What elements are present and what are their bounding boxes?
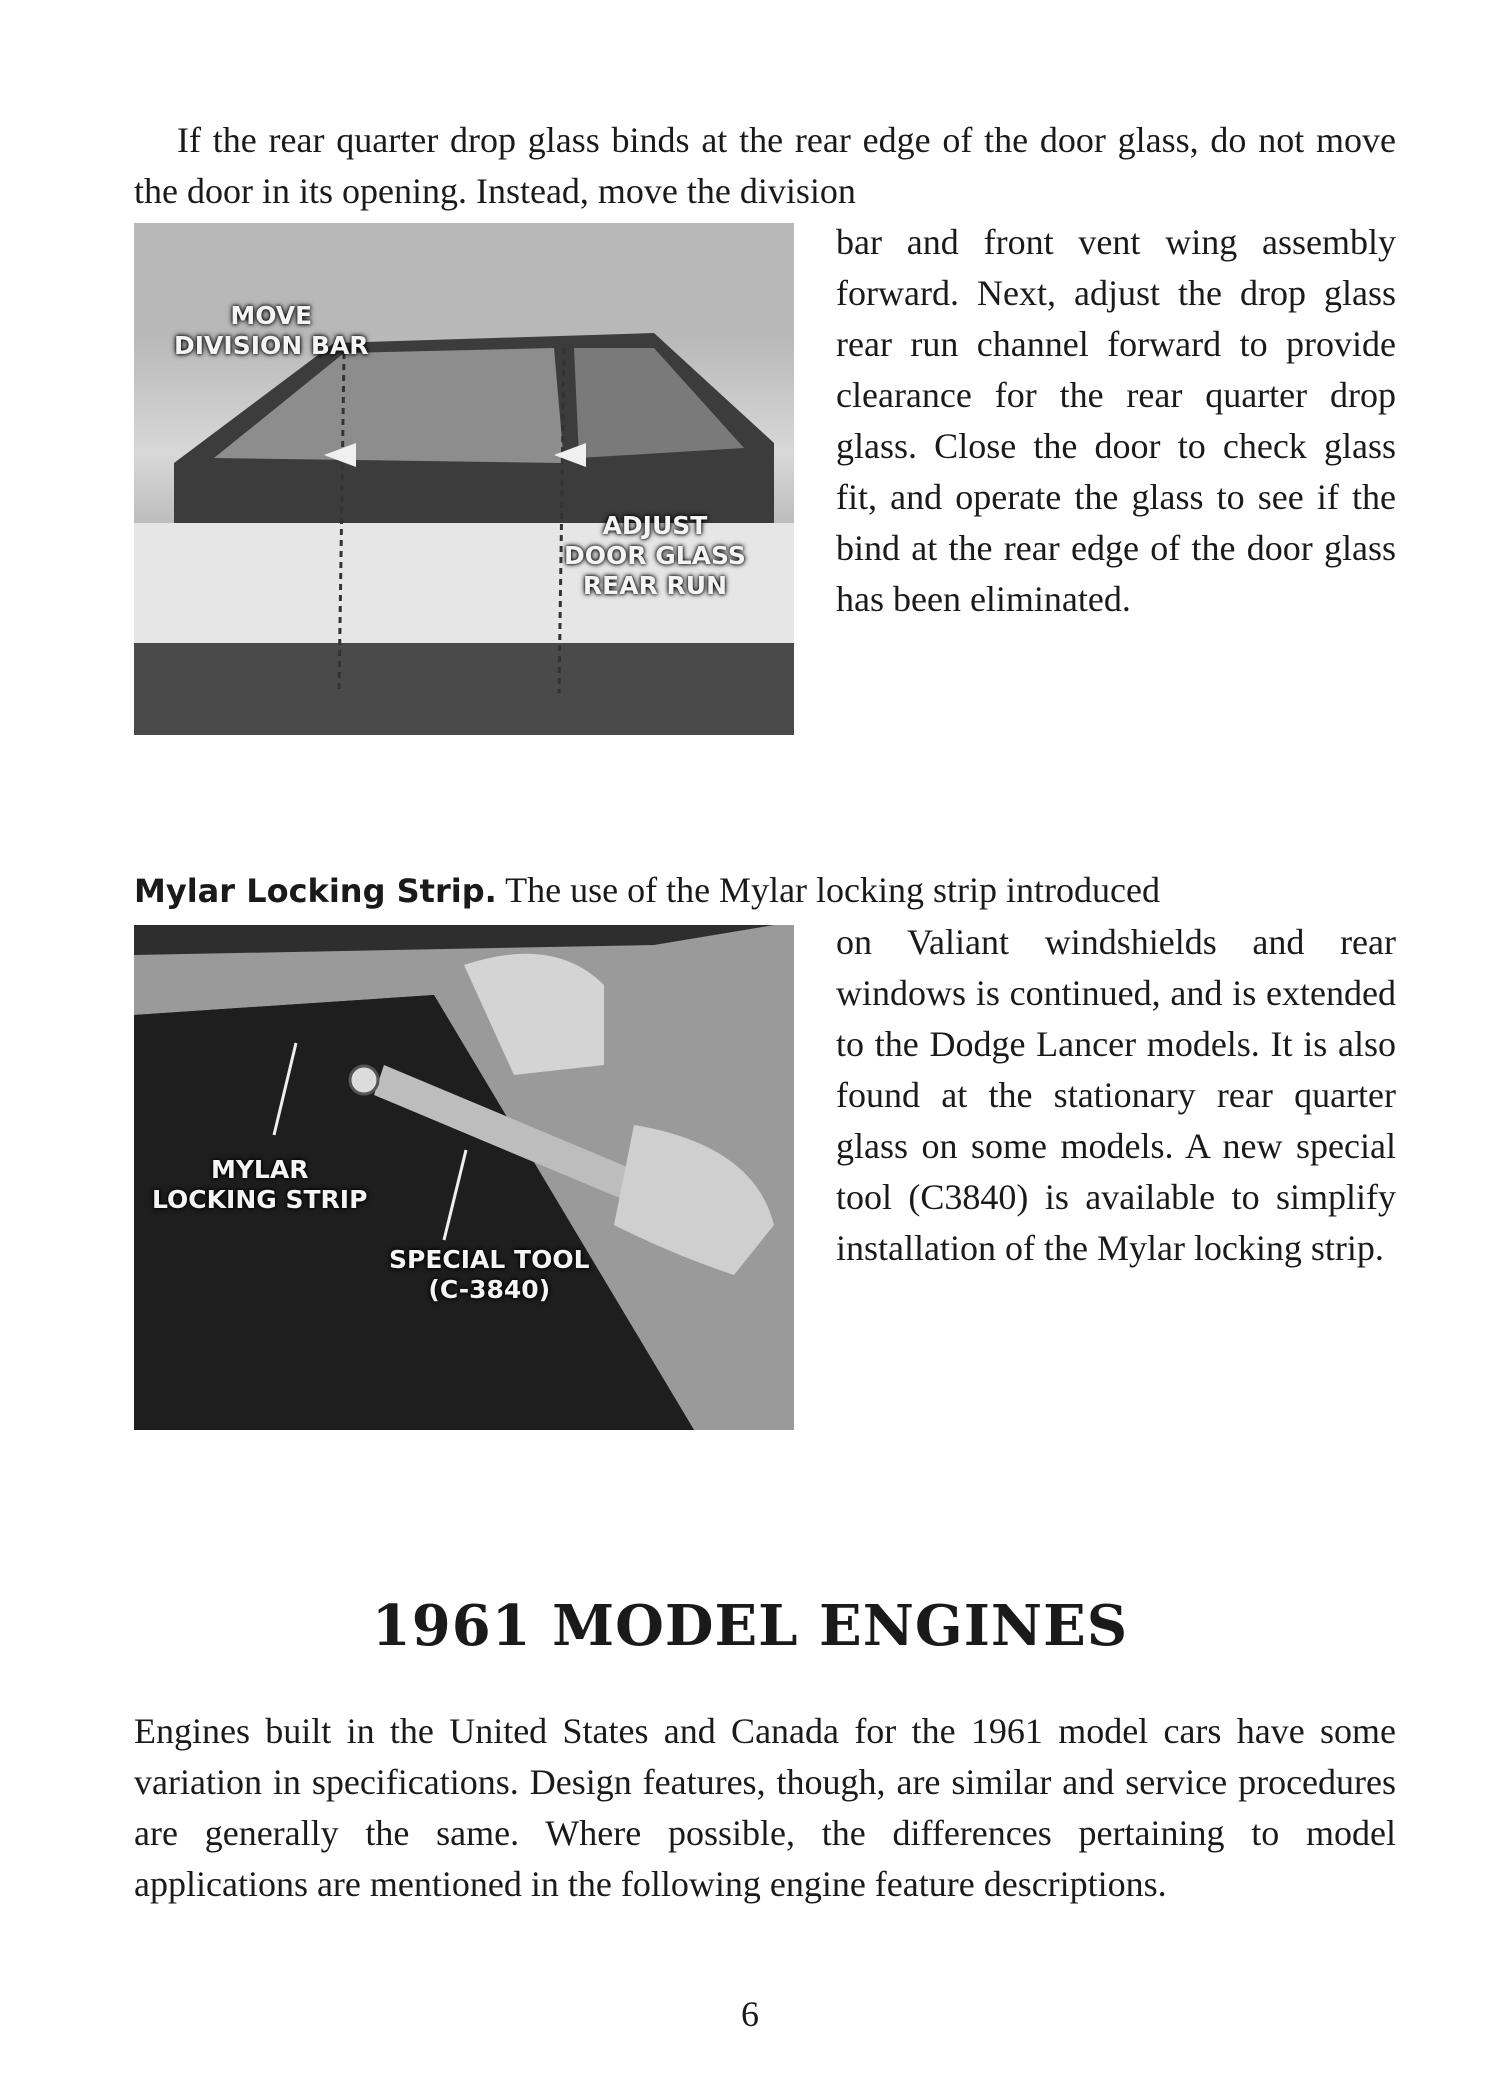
adjust-door-glass-label: ADJUST DOOR GLASS REAR RUN (564, 511, 746, 600)
engines-section (134, 1706, 1396, 1910)
intro-paragraph-start: If the rear quarter drop glass binds at the rear edge of the door glass, do not move the door in its opening. Instead, move the division (134, 120, 1396, 211)
division-bar-photo (134, 223, 794, 735)
mylar-text-rest: on Valiant windshields and rear windows is continued, and is extended to the Dodge Lancer models. It is also found at the stationary rear quarter glass on some models. A new special tool (C3840) is available to simplify installation of the Mylar locking strip. (836, 922, 1396, 1268)
mylar-text-start: The use of the Mylar locking strip introduced (505, 870, 1160, 910)
door-glass-section (134, 115, 1396, 735)
special-tool-label: SPECIAL TOOL (C-3840) (389, 1245, 590, 1304)
mylar-section (134, 865, 1396, 1430)
engines-heading: 1961 MODEL ENGINES (371, 1593, 1129, 1659)
engines-paragraph: Engines built in the United States and Canada for the 1961 model cars have some variation in specifications. Design features, though, are similar and service procedures are generally the same. Where possible, the differences pertaining to model applications are mentioned in the following engine feature descriptions. (134, 1711, 1396, 1904)
car-door-illustration (134, 223, 794, 735)
intro-paragraph-rest: bar and front vent wing assembly forward. Next, adjust the drop glass rear run channel forward to provide clearance for the rear quarter drop glass. Close the door to check glass fit, and operate the glass to see if the bind at the rear edge of the door glass has been eliminated. (836, 222, 1396, 619)
page-number: 6 (741, 1994, 759, 2034)
move-division-bar-label: MOVE DIVISION BAR (174, 301, 369, 360)
mylar-locking-strip-label: MYLAR LOCKING STRIP (152, 1155, 368, 1214)
mylar-heading: Mylar Locking Strip. (134, 872, 497, 910)
mylar-strip-photo (134, 925, 794, 1430)
